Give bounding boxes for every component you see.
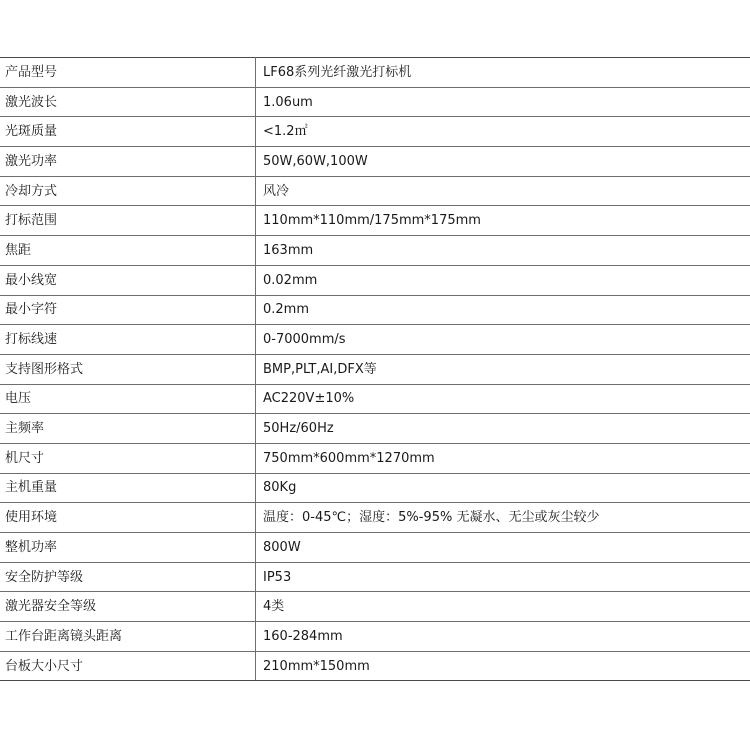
spec-value-cell: BMP,PLT,AI,DFX等 [256,354,750,384]
spec-label-cell: 整机功率 [0,533,256,563]
table-row [0,562,750,592]
spec-label-cell: 台板大小尺寸 [0,651,256,681]
spec-label-cell: 安全防护等级 [0,562,256,592]
table-row [0,147,750,177]
spec-label-cell: 主机重量 [0,473,256,503]
table-row [0,117,750,147]
spec-value-cell: LF68系列光纤激光打标机 [256,58,750,88]
spec-value-cell: 0.02mm [256,265,750,295]
spec-value-cell: <1.2㎡ [256,117,750,147]
spec-label-cell: 机尺寸 [0,443,256,473]
spec-label-cell: 冷却方式 [0,176,256,206]
spec-label-cell: 工作台距离镜头距离 [0,622,256,652]
spec-value-cell: IP53 [256,562,750,592]
spec-label-cell: 光斑质量 [0,117,256,147]
table-row [0,592,750,622]
spec-value-cell: 50Hz/60Hz [256,414,750,444]
spec-label-cell: 打标范围 [0,206,256,236]
table-row [0,236,750,266]
spec-value-cell: 160-284mm [256,622,750,652]
spec-value-cell: AC220V±10% [256,384,750,414]
spec-value-cell: 80Kg [256,473,750,503]
spec-value-cell: 110mm*110mm/175mm*175mm [256,206,750,236]
spec-label-cell: 最小字符 [0,295,256,325]
table-row [0,443,750,473]
spec-value-cell: 50W,60W,100W [256,147,750,177]
table-row [0,325,750,355]
spec-label-cell: 使用环境 [0,503,256,533]
spec-label-cell: 激光功率 [0,147,256,177]
table-row [0,354,750,384]
table-row [0,295,750,325]
spec-value-cell: 750mm*600mm*1270mm [256,443,750,473]
spec-label-cell: 最小线宽 [0,265,256,295]
table-row [0,622,750,652]
spec-value-cell: 163mm [256,236,750,266]
spec-table-body [0,58,750,681]
spec-label-cell: 激光器安全等级 [0,592,256,622]
spec-label-cell: 焦距 [0,236,256,266]
table-row [0,503,750,533]
spec-value-cell: 温度：0-45℃；湿度：5%-95% 无凝水、无尘或灰尘较少 [256,503,750,533]
spec-value-cell: 210mm*150mm [256,651,750,681]
table-row [0,265,750,295]
spec-value-cell: 1.06um [256,87,750,117]
spec-label-cell: 支持图形格式 [0,354,256,384]
spec-value-cell: 800W [256,533,750,563]
table-row [0,176,750,206]
spec-value-cell: 4类 [256,592,750,622]
spec-label-cell: 产品型号 [0,58,256,88]
table-row [0,87,750,117]
spec-table [0,57,750,681]
table-row [0,206,750,236]
spec-label-cell: 主频率 [0,414,256,444]
spec-value-cell: 0-7000mm/s [256,325,750,355]
table-row [0,473,750,503]
spec-label-cell: 激光波长 [0,87,256,117]
table-row [0,533,750,563]
table-row [0,414,750,444]
spec-label-cell: 电压 [0,384,256,414]
spec-value-cell: 风冷 [256,176,750,206]
table-row [0,384,750,414]
table-row [0,58,750,88]
spec-label-cell: 打标线速 [0,325,256,355]
table-row [0,651,750,681]
spec-value-cell: 0.2mm [256,295,750,325]
